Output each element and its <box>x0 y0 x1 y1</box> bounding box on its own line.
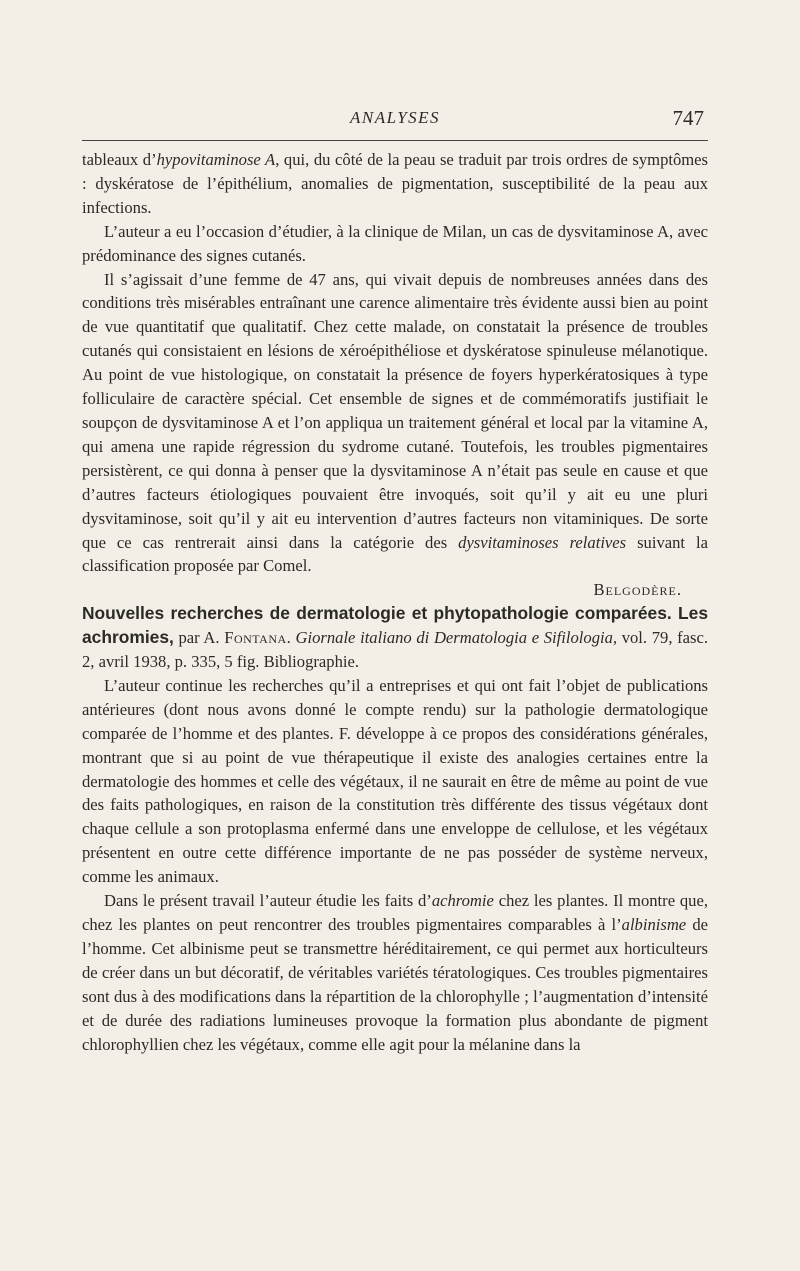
review1-paragraph-3 <box>82 268 708 579</box>
review1-paragraph-2: L’auteur a eu l’occasion d’étudier, à la clinique de Milan, un cas de dysvitaminose A, avec prédominance des signes cutanés. <box>82 221 708 265</box>
running-header <box>82 104 708 134</box>
review1-paragraph-1 <box>82 148 708 220</box>
running-title: ANALYSES <box>349 108 441 127</box>
text: chez les plantes. Il montre que, chez les plantes on peut rencontrer des troubles pigmentaires comparables à l’ <box>82 891 708 934</box>
text: Il s’agissait d’une femme de 47 ans, qui vivait depuis de nombreuses années dans des conditions très misérables entraînant une carence alimentaire très évidente aussi bien au point de vue quantitatif que qualitatif. Chez cette malade, on constatait la présence de troubles cutanés qui consistaient en lésions de xéroépithéliose et dyskératose spinuleuse mélanotique. Au point de vue histologique, on constatait la présence de foyers hyperkératosiques à type folliculaire de caractère spécial. Cet ensemble de signes et de commémoratifs justifiait le soupçon de dysvitaminose A et l’on appliqua un traitement général et local par la vitamine A, qui amena une rapide régression du sydrome cutané. Toutefois, les troubles pigmentaires persistèrent, ce qui donna à penser que la dysvitaminose A n’était pas seule en cause et que d’autres facteurs étiologiques pouvaient être invoqués, soit qu’il y ait eu une pluri dysvitaminose, soit qu’il y ait eu intervention d’autres facteurs non vitaminiques. De sorte que ce cas rentrerait ainsi dans la catégorie des <box>82 269 708 552</box>
review1-signature: Belgodère. <box>593 580 682 600</box>
review2-author: Fontana <box>224 628 287 648</box>
review2-paragraph-2 <box>82 889 708 1056</box>
italic-term: albinisme <box>621 915 687 934</box>
text: tableaux d’ <box>82 150 157 169</box>
italic-term: achromie <box>431 891 494 911</box>
page-body <box>82 148 708 1056</box>
header-rule <box>82 140 708 141</box>
text: suivant la classification proposée par Comel. <box>82 532 708 576</box>
page-number: 747 <box>672 106 704 130</box>
text: de l’homme. Cet albinisme peut se transmettre héréditairement, ce qui permet aux horticulteurs de créer dans un but décoratif, de véritables variétés tératologiques. Ces troubles pigmentaires sont dus à des modifications dans la répartition de la chlorophylle ; l’augmentation d’intensité et de durée des radiations lumineuses provoque la formation plus abondante de pigment chlorophyllien chez les végétaux, comme elle agit pour la mélanine dans la <box>82 915 709 1054</box>
review2-paragraph-1: L’auteur continue les recherches qu’il a entreprises et qui ont fait l’objet de publications antérieures (dont nous avons donné le compte rendu) sur la pathologie dermatologique comparée de l’homme et des plantes. F. développe à ce propos des considérations générales, montrant que si au point de vue thérapeutique il existe des analogies certaines entre la dermatologie des hommes et celle des végétaux, il ne saurait en être de même au point de vue des faits pathologiques, en raison de la constitution très différente des tissus végétaux dont chaque cellule a son protoplasma enfermé dans une enveloppe de cellulose, et les végétaux présentent en outre cette différence importante de ne pas posséder de système nerveux, comme les animaux. <box>82 675 708 887</box>
italic-term: dysvitaminoses relatives <box>458 532 627 552</box>
italic-term: hypovitaminose A <box>156 150 276 169</box>
review2-title: Nouvelles recherches de dermatologie et phytopathologie comparées. Les achromies, <box>82 603 708 648</box>
review2-heading <box>82 602 708 674</box>
text: . <box>286 628 296 648</box>
text: Dans le présent travail l’auteur étudie les faits d’ <box>104 891 432 911</box>
text: par A. <box>173 628 225 648</box>
review2-journal: Giornale italiano di Dermatologia e Sifilologia, <box>295 628 618 648</box>
text: , qui, du côté de la peau se traduit par trois ordres de symptômes : dyskératose de l’épithélium, anomalies de pigmentation, susceptibilité de la peau aux infections. <box>82 150 708 217</box>
review2-citation: vol. 79, fasc. 2, avril 1938, p. 335, 5 fig. Bibliographie. <box>82 628 708 672</box>
